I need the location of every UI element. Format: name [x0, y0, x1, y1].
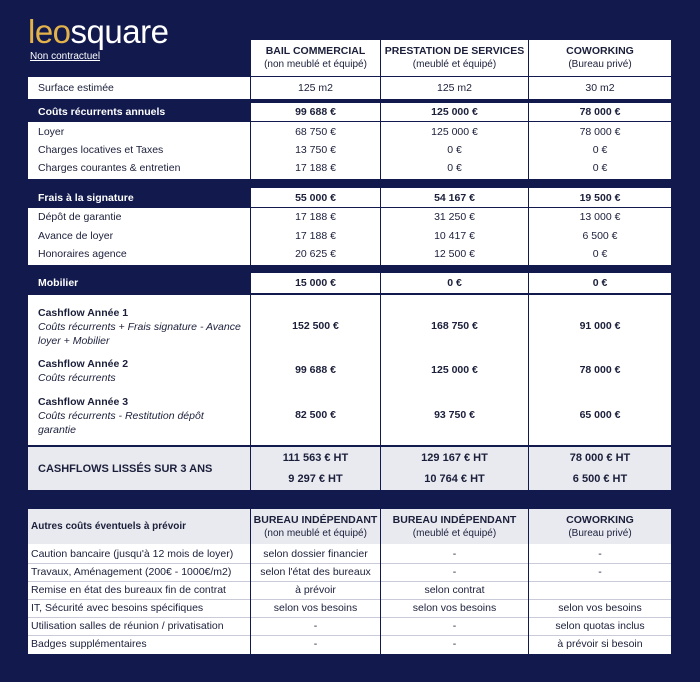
- recurring-total-1: 99 688 €: [251, 103, 380, 121]
- column-divider: [528, 509, 529, 654]
- other-row-value: -: [313, 638, 318, 650]
- furniture-total-3: 0 €: [529, 273, 671, 293]
- column-header-2-title: PRESTATION DE SERVICES: [384, 45, 525, 57]
- other-row-value: à prévoir: [295, 584, 336, 596]
- signing-row-value: 10 417 €: [434, 230, 475, 242]
- signing-row-label: Honoraires agence: [38, 248, 127, 260]
- smoothed-line2-3: 6 500 € HT: [572, 473, 628, 485]
- surface-value-2: 125 m2: [436, 82, 473, 94]
- recurring-row-label: Charges courantes & entretien: [38, 162, 181, 174]
- disclaimer-text: Non contractuel: [30, 51, 101, 62]
- furniture-total-2: 0 €: [381, 273, 528, 293]
- column-divider: [250, 77, 251, 490]
- column-header-2: [381, 40, 528, 76]
- cashflow-year-3-label: [38, 395, 243, 437]
- column-divider: [380, 509, 381, 654]
- other-row-value: selon vos besoins: [273, 602, 358, 614]
- cashflow-year-2-value-1: 99 688 €: [295, 364, 336, 376]
- recurring-row-value: 125 000 €: [431, 126, 478, 138]
- recurring-row-value: 0 €: [592, 144, 608, 156]
- smoothed-line1-1: 111 563 € HT: [282, 452, 349, 464]
- other-row-label: Caution bancaire (jusqu'à 12 mois de loyer): [31, 548, 234, 560]
- other-column-header-3-subtitle: (Bureau privé): [568, 528, 632, 539]
- row-divider: [28, 599, 671, 600]
- other-row-value: -: [598, 566, 602, 578]
- column-divider: [250, 509, 251, 654]
- other-row-value: selon vos besoins: [558, 602, 642, 614]
- cashflow-year-2-note: Coûts récurrents: [38, 372, 116, 384]
- recurring-row-value: 0 €: [447, 144, 462, 156]
- recurring-row-value: 17 188 €: [295, 162, 336, 174]
- cashflow-year-3-note: Coûts récurrents - Restitution dépôt garantie: [38, 410, 204, 436]
- smoothed-line2-1: 9 297 € HT: [288, 473, 343, 485]
- recurring-total-2: 125 000 €: [381, 103, 528, 121]
- other-row-label: Badges supplémentaires: [31, 638, 147, 650]
- smoothed-line1-2: 129 167 € HT: [421, 452, 488, 464]
- row-divider: [28, 635, 671, 636]
- surface-value-3: 30 m2: [585, 82, 615, 94]
- cashflow-year-2-title: Cashflow Année 2: [38, 358, 129, 370]
- smoothed-line1-3: 78 000 € HT: [569, 452, 631, 464]
- smoothed-line2-2: 10 764 € HT: [424, 473, 485, 485]
- other-column-header-3-title: COWORKING: [566, 514, 634, 526]
- other-row-value: -: [313, 620, 318, 632]
- cashflow-year-2-value-3: 78 000 €: [579, 364, 621, 376]
- recurring-row-label: Charges locatives et Taxes: [38, 144, 164, 156]
- signing-row-value: 12 500 €: [434, 248, 475, 260]
- recurring-label: Coûts récurrents annuels: [38, 106, 166, 118]
- other-column-header-2: [381, 511, 528, 543]
- signing-row-label: Dépôt de garantie: [38, 211, 122, 223]
- other-row-value: -: [452, 620, 457, 632]
- cashflow-year-2-value-2: 125 000 €: [431, 364, 478, 376]
- signing-row-value: 17 188 €: [295, 230, 336, 242]
- signing-total-3: 19 500 €: [529, 188, 671, 207]
- other-column-header-3: [529, 511, 671, 543]
- other-row-value: -: [452, 566, 457, 578]
- surface-value-1: 125 m2: [297, 82, 334, 94]
- other-column-header-1-title: BUREAU INDÉPENDANT: [253, 514, 378, 526]
- cashflow-year-1-value-1: 152 500 €: [292, 320, 339, 332]
- other-row-value: -: [452, 548, 457, 560]
- furniture-label: Mobilier: [38, 277, 79, 289]
- column-header-3-title: COWORKING: [566, 45, 634, 57]
- cashflow-year-3-value-3: 65 000 €: [579, 409, 621, 421]
- other-column-header-2-title: BUREAU INDÉPENDANT: [392, 514, 517, 526]
- column-divider: [380, 40, 381, 490]
- row-divider: [28, 563, 671, 564]
- recurring-row-value: 0 €: [447, 162, 462, 174]
- other-row-label: Travaux, Aménagement (200€ - 1000€/m2): [31, 566, 232, 578]
- other-row-value: selon quotas inclus: [555, 620, 645, 632]
- other-column-header-1-subtitle: (non meublé et équipé): [264, 528, 367, 539]
- cashflow-year-2-label: [38, 357, 243, 385]
- recurring-row-value: 0 €: [592, 162, 608, 174]
- smoothed-label: CASHFLOWS LISSÉS SUR 3 ANS: [38, 462, 213, 475]
- recurring-row-value: 78 000 €: [579, 126, 621, 138]
- other-row-value: -: [452, 638, 457, 650]
- recurring-row-value: 13 750 €: [295, 144, 336, 156]
- other-row-value: selon contrat: [424, 584, 485, 596]
- signing-row-value: 0 €: [592, 248, 608, 260]
- other-column-header-2-subtitle: (meublé et équipé): [412, 528, 497, 539]
- surface-label: Surface estimée: [38, 82, 114, 94]
- recurring-row-value: 68 750 €: [295, 126, 336, 138]
- column-header-1-title: BAIL COMMERCIAL: [265, 45, 366, 57]
- other-row-value: selon dossier financier: [263, 548, 368, 560]
- cashflow-year-3-value-1: 82 500 €: [295, 409, 336, 421]
- furniture-total-1: 15 000 €: [251, 273, 380, 293]
- cashflow-year-1-title: Cashflow Année 1: [38, 307, 129, 319]
- column-header-1-subtitle: (non meublé et équipé): [264, 59, 367, 70]
- signing-row-label: Avance de loyer: [38, 230, 114, 242]
- other-row-value: à prévoir si besoin: [557, 638, 643, 650]
- cashflow-year-3-value-2: 93 750 €: [434, 409, 475, 421]
- signing-row-value: 20 625 €: [295, 248, 336, 260]
- column-header-1: [251, 40, 380, 76]
- signing-total-1: 55 000 €: [251, 188, 380, 207]
- recurring-total-3: 78 000 €: [529, 103, 671, 121]
- other-row-label: IT, Sécurité avec besoins spécifiques: [31, 602, 204, 614]
- cashflow-year-1-note: Coûts récurrents + Frais signature - Avance loyer + Mobilier: [38, 321, 241, 347]
- other-row-label: Remise en état des bureaux fin de contrat: [31, 584, 226, 596]
- cashflow-year-3-title: Cashflow Année 3: [38, 396, 129, 408]
- other-costs-title: Autres coûts éventuels à prévoir: [31, 521, 187, 532]
- leosquare-logo: leosquare: [28, 13, 169, 50]
- signing-row-value: 17 188 €: [295, 211, 336, 223]
- other-row-value: selon vos besoins: [412, 602, 497, 614]
- signing-row-value: 6 500 €: [582, 230, 618, 242]
- other-row-value: -: [598, 548, 602, 560]
- column-divider: [528, 40, 529, 490]
- recurring-row-label: Loyer: [38, 126, 65, 138]
- column-header-3-subtitle: (Bureau privé): [568, 59, 632, 70]
- signing-label: Frais à la signature: [38, 191, 134, 204]
- other-row-value: selon l'état des bureaux: [260, 566, 371, 578]
- row-divider: [28, 617, 671, 618]
- signing-row-value: 31 250 €: [434, 211, 475, 223]
- other-row-label: Utilisation salles de réunion / privatisation: [31, 620, 224, 632]
- cashflow-year-1-label: [38, 306, 243, 348]
- signing-row-value: 13 000 €: [579, 211, 621, 223]
- other-column-header-1: [251, 511, 380, 543]
- column-header-3: [529, 40, 671, 76]
- column-header-2-subtitle: (meublé et équipé): [412, 59, 497, 70]
- cashflow-year-1-value-3: 91 000 €: [579, 320, 621, 332]
- other-row-value: [529, 581, 671, 599]
- row-divider: [28, 581, 671, 582]
- signing-total-2: 54 167 €: [381, 188, 528, 207]
- cashflow-year-1-value-2: 168 750 €: [431, 320, 478, 332]
